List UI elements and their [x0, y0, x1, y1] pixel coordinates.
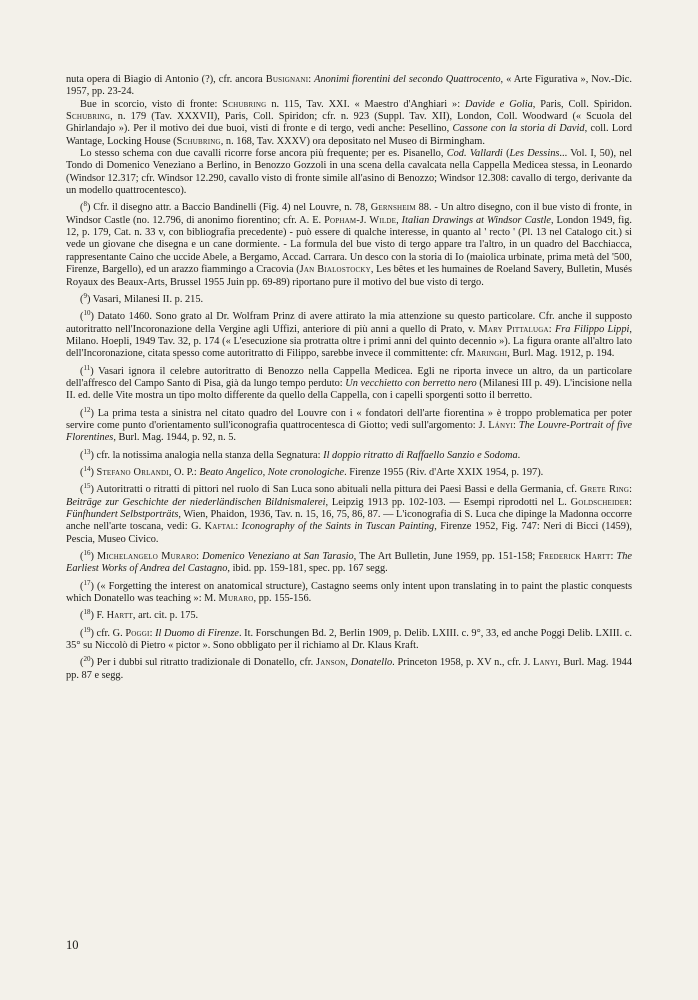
footnote-number: 11 — [83, 363, 91, 372]
text-run: F. — [93, 610, 107, 622]
footnote: ($^{18}$) F. Hartt, art. cit. p. 175. — [80, 608, 199, 622]
text-run: . Firenze 1955 (Riv. d'Arte XXIX 1954, p. 197). — [344, 466, 544, 478]
italic-title: Les Dessins — [509, 148, 560, 160]
author-name: Grete Ring — [579, 484, 630, 496]
text-run: , Wien, Phaidon, 1936, Tav. n. 15, 16, 75, 86, 87. — L'iconografia di S. Luca che dipinge la Madonna occorre anche nell'arte toscana, vedi: G. — [66, 509, 632, 533]
italic-title: Anonimi fiorentini del secondo Quattrocento — [314, 74, 501, 85]
text-run: 88. - Un altro disegno, con il bue visto di fronte, in Windsor Castle (no. 12.796, di anonimo fiorentino; cfr. A. E. — [66, 202, 632, 226]
author-name: Jan Bialostocky — [299, 264, 371, 276]
text-run: (Milanesi III p. 49). L'incisione nella II. ed. delle Vite mostra un tipo molto differente da quello della Cappella, con i capelli sporgenti sotto il berretto. — [66, 377, 632, 402]
italic-title: Domenico Veneziano at San Tarasio — [202, 551, 354, 563]
text-run: ( — [502, 148, 510, 160]
italic-title: Fünfhundert Selbstporträts — [66, 509, 179, 520]
text-run: : — [196, 551, 203, 563]
text-run: -J. — [356, 214, 370, 226]
italic-title: Un vecchietto con berretto nero — [345, 377, 477, 389]
text-run: Autoritratti o ritratti di pittori nel ruolo di San Luca sono abituali nella pittura dei Paesi Bassi e della Germania, cf. — [93, 484, 580, 496]
footnote: ($^{10}$) Datato 1460. Sono grato al Dr. Wolfram Prinz di avere attirato la mia attenzione su questo particolare. Cfr. anche il supposto autoritratto nell'Incoronazione della Vergine agli Uffizi, anteriore di più anni a quello di Prato, v. Mary Pittaluga: Fra Filippo Lippi, Milano. Hoepli, 1949 Tav. 32, p. 174 (« L'esecuzione sia protratta oltre i primi anni del quinto decennio »). La figura orante all'altro lato dell'Incoronazione, citata spesso come autoritratto di Filippo, sarebbe invece il committente: cfr. Maringhi, Burl. Mag. 1912, p. 194. — [66, 309, 632, 360]
author-name: Gernsheim — [370, 202, 416, 214]
italic-title: Beato Angelico, Note cronologiche — [199, 466, 345, 478]
text-run: , London 1949, fig. 12, p. 179, Cat. n. 33 v, con bibliografia precedente) - può essere di qualche interesse, in quanto al ' recto ' (Pl. 13 nel Catalogo cit.) si vede un giovane che disegna e un cane dormiente. - La formula del bue visto di tergo appare tra l'altro, in un quadro del Bacchiacca, rappresentante Caino che uccide Abele, a Bergamo, Accad. Carrara. Un desco con la storia di Io (maiolica urbinate, prima metà del '500, Firenze, Bargello), ed un arazzo fiammingo a Cracovia ( — [66, 214, 633, 276]
text-run: . Princeton 1958, p. XV n., cfr. J. — [392, 657, 533, 669]
text-run: Cfr. il disegno attr. a Baccio Bandinelli (Fig. 4) nel Louvre, n. 78, — [90, 202, 371, 214]
author-name: Maringhi — [466, 348, 508, 360]
text-run: : — [235, 521, 242, 533]
text-run: , Leipzig 1913 pp. 102-103. — Esempi riprodotti nel L. — [325, 496, 571, 508]
author-name: Mary Pittaluga — [478, 323, 549, 335]
text-run: . — [517, 449, 521, 461]
text-run: cfr. G. — [93, 627, 126, 639]
text-run: Lo stesso schema con due cavalli ricorre forse ancora più frequente; per es. Pisanello, — [80, 148, 447, 160]
text-run: ... Vol. I, 50), nel Tondo di Domenico Veneziano a Berlino, in Benozzo Gozzoli in una scena della cavalcata nella Cappella Medicea stessa, in Leonardo (Windsor 12.317; cfr. Windsor 12.290, cavallo visto di fronte simile all'asino di Benozzo; Windsor 12.308: cavallo di tergo, derivante da un modello quattrocentesco). — [66, 148, 632, 197]
footnote-number: 8 — [83, 200, 87, 209]
italic-title: Cod. Vallardi — [446, 148, 503, 160]
author-name: Janson — [316, 657, 346, 669]
text-run: Datato 1460. Sono grato al Dr. Wolfram Prinz di avere attirato la mia attenzione su questo particolare. Cfr. anche il supposto autoritratto nell'Incoronazione della Vergine agli Uffizi, anteriore di più anni a quello di Prato, v. — [66, 311, 632, 335]
text-run: , ibid. pp. 159-181, spec. pp. 167 segg. — [227, 563, 388, 575]
author-name: Stefano Orlandi — [96, 466, 169, 478]
author-name: Kaftal — [204, 521, 236, 533]
author-name: Wilde — [369, 214, 397, 226]
text-run: : — [149, 627, 156, 639]
footnote: ($^{12}$) La prima testa a sinistra nel citato quadro del Louvre con i « fondatori dell'arte fiorentina » è troppo problematica per poter servire come punto d'orientamento sull'iconografia quattrocentesca di Giotto; vedi sull'argomento: J. Lányi: The Louvre-Portrait of five Florentines, Burl. Mag. 1944, p. 92, n. 5. — [66, 405, 632, 444]
footnote-number: 17 — [83, 578, 91, 587]
footnote: ($^{17}$) (« Forgetting the interest on anatomical structure), Castagno seems only intent upon translating in to paint the plastic conquests which Donatello was teaching »: M. Muraro, pp. 155-156. — [66, 578, 632, 605]
text-run: : — [629, 496, 632, 508]
author-name: Lányi — [488, 419, 514, 431]
text-run: , pp. 155-156. — [253, 593, 312, 605]
italic-title: Fra Filippo Lippi — [554, 323, 630, 335]
italic-title: Cassone con la storia di David — [452, 123, 585, 135]
footnote: ($^{15}$) Autoritratti o ritratti di pittori nel ruolo di San Luca sono abituali nella pittura dei Paesi Bassi e della Germania, cf. Grete Ring: Beiträge zur Geschichte der niederländischen Bildnismalerei, Leipzig 1913 pp. 102-103. — Esempi riprodotti nel L. Goldscheider: Fünfhundert Selbstporträts, Wien, Phaidon, 1936, Tav. n. 15, 16, 75, 86, 87. — L'iconografia di S. Luca che dipinge la Madonna occorre anche nell'arte toscana, vedi: G. Kaftal: Iconography of the Saints in Tuscan Painting, Firenze 1952, Fig. 747: Neri di Bicci (1459), Pescia, Museo Civico. — [66, 482, 633, 545]
footnote-number: 19 — [83, 625, 91, 634]
page-body — [66, 74, 632, 682]
author-name: Lanyi — [532, 657, 558, 669]
author-name: Schubring — [66, 111, 111, 123]
author-name: Michelangelo Muraro — [96, 551, 197, 563]
footnote-number: 13 — [83, 447, 91, 456]
text-run: Bue in scorcio, visto di fronte: — [80, 98, 223, 110]
footnote-number: 12 — [83, 405, 91, 414]
italic-title: The Earliest Works of Andrea del Castagno — [66, 551, 632, 575]
text-run: , — [345, 657, 351, 669]
author-name: Goldscheider — [570, 496, 630, 508]
footnote-number: 10 — [83, 309, 91, 318]
author-name: Poggi — [125, 627, 150, 639]
footnote: ($^8$) Cfr. il disegno attr. a Baccio Bandinelli (Fig. 4) nel Louvre, n. 78, Gernsheim 88. - Un altro disegno, con il bue visto di fronte, in Windsor Castle (no. 12.796, di anonimo fiorentino; cfr. A. E. Popham-J. Wilde, Italian Drawings at Windsor Castle, London 1949, fig. 12, p. 179, Cat. n. 33 v, con bibliografia precedente) - può essere di qualche interesse, in quanto al ' recto ' (Pl. 13 nel Catalogo cit.) si vede un giovane che disegna e un cane dormiente. - La formula del bue visto di tergo appare tra l'altro, in un quadro del Bacchiacca, rappresentante Caino che uccide Abele, a Bergamo, Accad. Carrara. Un desco con la storia di Io (maiolica urbinate, prima metà del '500, Firenze, Bargello), ed un arazzo fiammingo a Cracovia (Jan Bialostocky, Les bêtes et les humaines de Roeland Savery, Bulletin, Musés Royaux des Beaux-Arts, Brussel 1955 Juin pp. 69-89) riportano pure il motivo del bue visto di tergo. — [66, 200, 633, 288]
italic-title: Italian Drawings at Windsor Castle — [401, 214, 551, 226]
footnote: ($^{19}$) cfr. G. Poggi: Il Duomo di Firenze. It. Forschungen Bd. 2, Berlin 1909, p. Delib. LXIII. c. 9°, 33, ed anche Poggi Delib. LXIII. c. 35° su Niccolò di Pietro « pictor ». Sono obbligato per il richiamo al Dr. Klaus Kraft. — [66, 625, 633, 652]
text-run: , coll. Lord Wantage, Locking House ( — [66, 123, 632, 147]
text-run: : — [513, 419, 519, 431]
text-run: , Burl. Mag. 1944, p. 92, n. 5. — [113, 432, 236, 444]
text-run: : — [629, 484, 633, 496]
author-name: Frederick Hartt — [538, 551, 611, 563]
text-run: (« Forgetting the interest on anatomical structure), Castagno seems only intent upon translating in to paint the plastic conquests which Donatello was teaching »: M. — [66, 580, 632, 605]
author-name: Hartt — [106, 610, 133, 622]
text-run: : — [610, 551, 617, 563]
text-run: , Burl. Mag. 1912, p. 194. — [507, 348, 615, 360]
paragraph — [66, 74, 632, 99]
footnote: ($^{16}$) Michelangelo Muraro: Domenico Veneziano at San Tarasio, The Art Bulletin, June 1959, pp. 151-158; Frederick Hartt: The Earliest Works of Andrea del Castagno, ibid. pp. 159-181, spec. pp. 167 segg. — [66, 549, 632, 575]
text-run: , Firenze 1952, Fig. 747: Neri di Bicci (1459), Pescia, Museo Civico. — [66, 521, 632, 545]
author-name: Schubring — [222, 98, 267, 110]
text-run: La prima testa a sinistra nel citato quadro del Louvre con i « fondatori dell'arte fiorentina » è troppo problematica per poter servire come punto d'orientamento sull'iconografia quattrocentesca di Giotto; vedi sull'argomento: J. — [66, 407, 632, 431]
author-name: Muraro — [218, 593, 254, 605]
footnote: ($^{13}$) cfr. la notissima analogia nella stanza della Segnatura: Il doppio ritratto di Raffaello Sanzio e Sodoma. — [80, 447, 521, 461]
footnote-number: 14 — [83, 464, 91, 473]
footnote: ($^{11}$) Vasari ignora il celebre autoritratto di Benozzo nella Cappella Medicea. Egli ne riporta invece un altro, da un particolare dell'affresco del Campo Santo di Pisa, già da lungo tempo perduto: Un vecchietto con berretto nero (Milanesi III p. 49). L'incisione nella II. ed. delle Vite mostra un tipo molto differente da quello della Cappella, con i capelli sporgenti sotto il berretto. — [66, 363, 632, 402]
text-run: , Paris, Coll. Spiridon. — [532, 98, 632, 110]
footnote-number: 20 — [83, 655, 91, 664]
footnote-number: 9 — [83, 291, 87, 300]
text-run: , Milano. Hoepli, 1949 Tav. 32, p. 174 (« L'esecuzione sia protratta oltre i primi anni del quinto decennio »). La figura orante all'altro lato dell'Incoronazione, citata spesso come autoritratto di Filippo, sarebbe invece il committente: cfr. — [66, 323, 632, 360]
text-run: : — [548, 323, 555, 335]
text-run: , The Art Bulletin, June 1959, pp. 151-158; — [353, 551, 539, 563]
italic-title: Il Duomo di Firenze — [155, 627, 239, 639]
text-run: Per i dubbi sul ritratto tradizionale di Donatello, cfr. — [93, 657, 317, 669]
text-run: Vasari ignora il celebre autoritratto di Benozzo nella Cappella Medicea. Egli ne riporta invece un altro, da un particolare dell'affresco del Campo Santo di Pisa, già da lungo tempo perduto: — [66, 365, 632, 389]
text-run: , art. cit. p. 175. — [132, 610, 199, 622]
italic-title: Davide e Golia — [464, 98, 533, 110]
text-run: , Les bêtes et les humaines de Roeland Savery, Bulletin, Musés Royaux des Beaux-Arts, Brussel 1955 Juin pp. 69-89) riportano pure il motivo del bue visto di tergo. — [66, 264, 633, 288]
footnote-number: 16 — [83, 549, 91, 558]
italic-title: Iconography of the Saints in Tuscan Painting — [241, 521, 435, 533]
author-name: Schubring — [176, 135, 221, 147]
text-run: , O. P.: — [168, 466, 200, 478]
footnote: ($^9$) Vasari, Milanesi II. p. 215. — [80, 291, 204, 305]
footnote-number: 18 — [83, 608, 91, 617]
footnote-number: 15 — [83, 482, 91, 491]
italic-title: Il doppio ritratto di Raffaello Sanzio e Sodoma — [323, 449, 518, 461]
italic-title: Beiträge zur Geschichte der niederländischen Bildnismalerei — [66, 496, 326, 508]
text-run: , Burl. Mag. 1944 pp. 87 e segg. — [66, 657, 632, 681]
page-number: 10 — [66, 938, 79, 952]
text-run: Vasari, Milanesi II. p. 215. — [90, 293, 204, 305]
text-run: n. 115, Tav. XXI. « Maestro d'Anghiari »: — [266, 98, 465, 110]
text-run: , n. 168, Tav. XXXV) ora depositato nel Museo di Birmingham. — [220, 135, 485, 147]
text-run: : — [308, 74, 315, 85]
author-name: Busignani — [265, 74, 309, 85]
paragraph — [66, 99, 632, 148]
text-run: . It. Forschungen Bd. 2, Berlin 1909, p. Delib. LXIII. c. 9°, 33, ed anche Poggi Delib. LXIII. c. 35° su Niccolò di Pietro « pictor ». Sono obbligato per il richiamo al Dr. Klaus Kraft. — [66, 627, 633, 652]
text-run: , n. 179 (Tav. XXXVII), Paris, Coll. Spiridon; cfr. n. 923 (Suppl. Tav. XII), London, Coll. Woodward (« Scuola del Ghirlandajo »). Per il motivo dei due buoi, visti di fronte e di tergo, vedi anche: Pesellino, — [66, 111, 632, 135]
text-run: , — [396, 214, 402, 226]
text-run: nuta opera di Biagio di Antonio (?), cfr. ancora — [66, 74, 266, 85]
paragraph — [66, 148, 632, 197]
footnote: ($^{14}$) Stefano Orlandi, O. P.: Beato Angelico, Note cronologiche. Firenze 1955 (Riv. d'Arte XXIX 1954, p. 197). — [80, 464, 544, 478]
text-run: cfr. la notissima analogia nella stanza della Segnatura: — [93, 449, 324, 461]
author-name: Popham — [324, 214, 357, 226]
italic-title: Donatello — [350, 657, 393, 669]
italic-title: The Louvre-Portrait of five Florentines — [66, 419, 632, 444]
footnote: ($^{20}$) Per i dubbi sul ritratto tradizionale di Donatello, cfr. Janson, Donatello. Princeton 1958, p. XV n., cfr. J. Lanyi, Burl. Mag. 1944 pp. 87 e segg. — [66, 655, 632, 681]
text-run: , « Arte Figurativa », Nov.-Dic. 1957, pp. 23-24. — [66, 74, 632, 98]
